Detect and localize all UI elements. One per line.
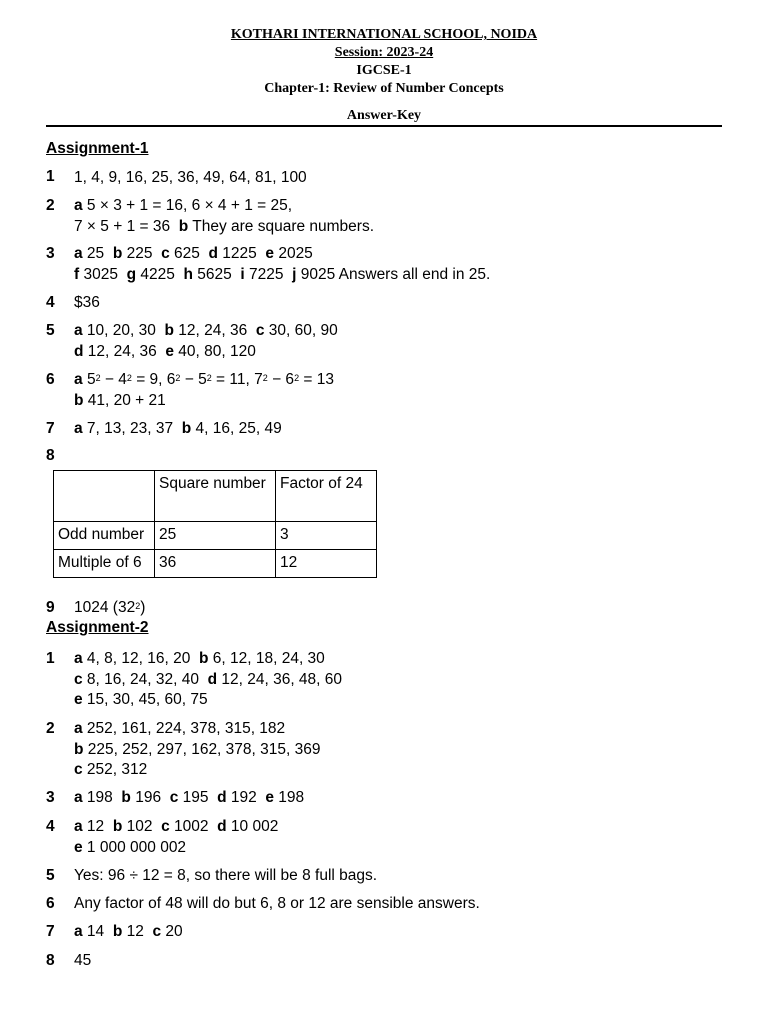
a2-q4-answer (74, 817, 278, 858)
a1-q6-number: 6 (46, 371, 55, 388)
part-text: 6, 12, 18, 24, 30 (208, 650, 325, 667)
a2-q5-number: 5 (46, 867, 55, 884)
part-label: b (121, 789, 131, 806)
answer-line (74, 649, 342, 670)
part-label: d (217, 789, 227, 806)
part-text: 198 (274, 789, 305, 806)
a2-q6-answer: Any factor of 48 will do but 6, 8 or 12 are sensible answers. (74, 895, 480, 912)
answer-line: a $5^2 - 4^2 = 9$, $6^2 - 5^2 = 11$, $7^2 - 6^2 = 13$ (74, 371, 334, 388)
a2-q8-answer: 45 (74, 952, 92, 969)
chapter-title: Chapter-1: Review of Number Concepts (264, 81, 504, 96)
part-label: a (74, 322, 83, 339)
answer-line (74, 838, 278, 859)
a2-q2-number: 2 (46, 720, 55, 737)
a1-q1-number: 1 (46, 168, 55, 185)
part-label: b (74, 740, 84, 758)
a2-q6-number: 6 (46, 895, 55, 912)
answer-line (74, 760, 320, 781)
assignment-2-heading: Assignment-2 (46, 619, 149, 636)
doc-type-label: Answer-Key (346, 108, 422, 123)
part-label: d (217, 818, 227, 835)
part-label: a (74, 371, 83, 388)
part-text: 4, 8, 12, 16, 20 (82, 650, 191, 667)
part-text: 20 (161, 923, 183, 940)
part-text: 30, 60, 90 (264, 322, 338, 339)
table-row-label: Odd number (54, 522, 155, 550)
part-text: 252, 312 (82, 761, 148, 778)
a1-q4-number: 4 (46, 294, 55, 311)
answer-line (74, 817, 278, 838)
part-text: 40, 80, 120 (173, 342, 256, 360)
part-label: b (198, 650, 209, 667)
part-label: c (255, 322, 265, 339)
table-header-row (54, 471, 377, 522)
a1-q8-number: 8 (46, 447, 55, 464)
table-row (54, 550, 377, 578)
part-text: 41, 20 + 21 (83, 391, 166, 409)
part-label: e (265, 789, 274, 806)
a1-q3-answer (74, 244, 490, 285)
part-text: 1002 (169, 818, 209, 835)
part-label: a (74, 789, 83, 806)
part-text: 625 (169, 245, 200, 262)
square-factor-table (53, 470, 377, 578)
answer-line (74, 740, 320, 761)
part-label: a (74, 923, 83, 940)
a1-q2-number: 2 (46, 197, 55, 214)
part-text: 102 (122, 818, 153, 835)
a1-q7-number: 7 (46, 420, 55, 437)
part-text: 5625 (192, 265, 232, 283)
a1-q9-answer: 1024 $(32^2)$ (74, 599, 146, 616)
part-text: 8, 16, 24, 32, 40 (82, 670, 199, 688)
answer-line (74, 342, 338, 363)
table-row-label: Multiple of 6 (54, 550, 155, 578)
part-label: c (169, 789, 179, 806)
header-divider (46, 125, 722, 127)
assignment-1-heading: Assignment-1 (46, 140, 149, 157)
part-text: 225 (122, 245, 153, 262)
part-text: 25 (82, 245, 105, 262)
answer-line (74, 217, 374, 238)
a2-q5-answer: Yes: 96 ÷ 12 = 8, so there will be 8 full bags. (74, 867, 378, 884)
table-row (54, 522, 377, 550)
part-text: 7225 (244, 265, 284, 283)
a2-q2-answer (74, 719, 320, 781)
school-name: KOTHARI INTERNATIONAL SCHOOL, NOIDA (230, 27, 538, 42)
part-text: 252, 161, 224, 378, 315, 182 (82, 720, 286, 737)
a1-q4-answer: $36 (74, 294, 100, 311)
part-text: 198 (82, 789, 113, 806)
table-cell: 25 (155, 522, 276, 550)
part-label: b (112, 245, 123, 262)
part-label: b (112, 923, 123, 940)
a1-q7-answer (74, 419, 282, 440)
part-text: 4225 (136, 265, 175, 283)
table-corner-cell (54, 471, 155, 522)
part-label: h (183, 265, 193, 283)
grade-label: IGCSE-1 (356, 63, 412, 78)
part-text: 4, 16, 25, 49 (191, 420, 282, 437)
part-label: c (161, 245, 170, 262)
a2-q7-answer (74, 922, 183, 943)
part-text: 15, 30, 45, 60, 75 (82, 691, 208, 708)
part-text: 10 002 (226, 818, 279, 835)
part-label: c (74, 761, 83, 778)
a2-q4-number: 4 (46, 818, 55, 835)
table-cell: 12 (276, 550, 377, 578)
answer-line (74, 196, 374, 217)
session-label: Session: 2023-24 (334, 45, 434, 60)
part-text: 192 (226, 789, 257, 806)
part-label: e (265, 245, 275, 262)
part-label: b (112, 818, 123, 835)
part-label: c (152, 923, 162, 940)
answer-line (74, 391, 334, 412)
document-header (0, 26, 768, 125)
a2-q1-answer (74, 649, 342, 711)
a1-q2-answer (74, 196, 374, 237)
part-label: d (207, 670, 218, 688)
a2-q7-number: 7 (46, 923, 55, 940)
part-label: b (181, 420, 192, 437)
part-label: a (74, 818, 83, 835)
part-label: b (178, 217, 189, 235)
part-text: 3025 (79, 265, 118, 283)
answer-line (74, 244, 490, 265)
part-text: 1 000 000 002 (82, 838, 187, 856)
part-text: 12, 24, 36, 48, 60 (217, 670, 343, 688)
part-label: b (74, 391, 84, 409)
part-text: 12, 24, 36 (173, 322, 248, 339)
part-text: 2025 (274, 245, 313, 262)
table-cell: 36 (155, 550, 276, 578)
a2-q3-answer (74, 788, 304, 809)
a2-q1-number: 1 (46, 650, 55, 667)
answer-line (74, 670, 342, 691)
table-header-cell: Factor of 24 (276, 471, 377, 522)
a1-q6-answer (74, 370, 334, 411)
part-label: a (74, 420, 83, 437)
answer-line (74, 321, 338, 342)
a1-q5-answer (74, 321, 338, 362)
part-label: g (126, 265, 137, 283)
answer-line (74, 922, 183, 943)
part-text: 9025 Answers all end in 25. (296, 265, 491, 283)
part-label: d (208, 245, 218, 262)
part-text: 10, 20, 30 (82, 322, 156, 339)
part-label: d (74, 342, 84, 360)
a1-q9-number: 9 (46, 599, 55, 616)
part-label: j (292, 265, 297, 283)
part-label: a (74, 650, 83, 667)
part-text: They are square numbers. (188, 217, 375, 235)
part-label: e (74, 691, 83, 708)
part-label: i (240, 265, 245, 283)
part-text: 12 (82, 818, 105, 835)
part-label: b (164, 322, 174, 339)
answer-line (74, 265, 490, 286)
part-label: f (74, 265, 80, 283)
part-text: 225, 252, 297, 162, 378, 315, 369 (83, 740, 321, 758)
part-text: 196 (130, 789, 162, 806)
part-label: a (74, 720, 83, 737)
part-label: c (161, 818, 170, 835)
part-text: 12, 24, 36 (83, 342, 157, 360)
part-text: 1225 (217, 245, 257, 262)
part-label: a (74, 245, 83, 262)
answer-line (74, 788, 304, 809)
part-text: 195 (178, 789, 209, 806)
part-text: 5 × 3 + 1 = 16, 6 × 4 + 1 = 25, (82, 197, 293, 214)
table-cell: 3 (276, 522, 377, 550)
part-label: e (165, 342, 174, 360)
a1-q3-number: 3 (46, 245, 55, 262)
a1-q5-number: 5 (46, 322, 55, 339)
a2-q3-number: 3 (46, 789, 55, 806)
a1-q1-answer: 1, 4, 9, 16, 25, 36, 49, 64, 81, 100 (74, 169, 307, 186)
a2-q8-number: 8 (46, 952, 55, 969)
part-text: 7, 13, 23, 37 (82, 420, 174, 437)
answer-line (74, 719, 320, 740)
part-label: c (74, 670, 83, 688)
answer-line (74, 690, 342, 711)
part-label: a (74, 197, 83, 214)
part-label: e (74, 838, 83, 856)
part-text: 7 × 5 + 1 = 36 (74, 217, 171, 235)
table-header-cell: Square number (155, 471, 276, 522)
part-text: 12 (122, 923, 144, 940)
part-text: 14 (82, 923, 105, 940)
